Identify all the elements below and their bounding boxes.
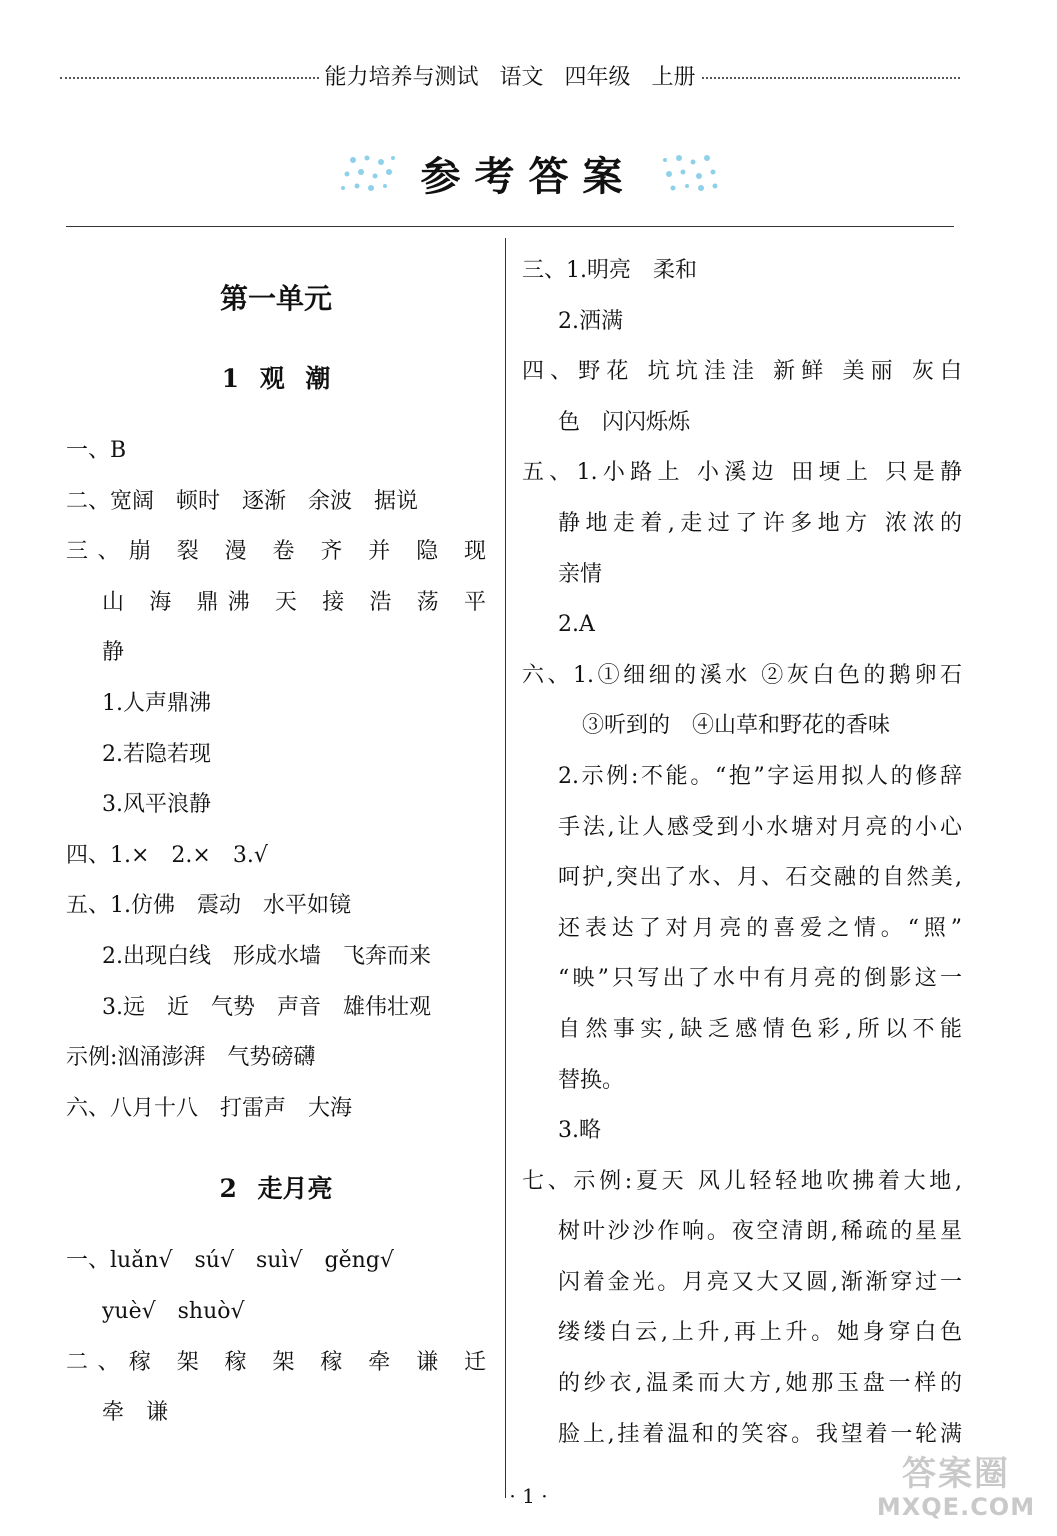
lesson-2-answers bbox=[66, 1236, 486, 1438]
answer-line: 牵 谦 bbox=[102, 1400, 169, 1426]
answer-line: 2.出现白线 形成水墙 飞奔而来 bbox=[102, 943, 431, 969]
header-title: 能力培养与测试 语文 四年级 上册 bbox=[324, 64, 696, 90]
lesson-1-answers bbox=[66, 426, 486, 1134]
column-divider bbox=[505, 238, 506, 1498]
unit-heading: 第一单元 bbox=[219, 282, 332, 315]
page-title: 参考答案 bbox=[420, 152, 637, 200]
answer-line: 三、崩 裂 漫 卷 齐 并 隐 现 bbox=[66, 539, 486, 565]
answer-line: 2.示例:不能。“抱”字运用拟人的修辞 bbox=[558, 763, 962, 789]
answer-line: 缕缕白云,上升,再上升。她身穿白色 bbox=[558, 1320, 962, 1346]
answer-line: 1.人声鼎沸 bbox=[102, 690, 211, 716]
answer-line: 闪着金光。月亮又大又圆,渐渐穿过一 bbox=[558, 1269, 962, 1295]
sparkle-decoration-left-icon bbox=[333, 150, 403, 196]
answer-line: 自然事实,缺乏感情色彩,所以不能 bbox=[558, 1016, 962, 1042]
answer-line: 四、野花 坑坑洼洼 新鲜 美丽 灰白 bbox=[522, 359, 962, 385]
answer-line: 七、示例:夏天 风儿轻轻地吹拂着大地, bbox=[522, 1168, 962, 1194]
answer-line: 静地走着,走过了许多地方 浓浓的 bbox=[558, 510, 962, 536]
page-number: · 1 · bbox=[509, 1484, 548, 1508]
answer-line: 示例:汹涌澎湃 气势磅礴 bbox=[66, 1045, 316, 1071]
title-divider bbox=[66, 226, 954, 227]
answer-line: ③听到的 ④山草和野花的香味 bbox=[582, 713, 891, 739]
left-column bbox=[66, 250, 486, 1439]
answer-line: 静 bbox=[102, 640, 125, 666]
watermark-logo bbox=[876, 1448, 1036, 1528]
answer-line: 二、稼 架 稼 架 稼 牵 谦 迁 bbox=[66, 1349, 486, 1375]
answer-line: 替换。 bbox=[558, 1067, 625, 1093]
answer-line: 六、八月十八 打雷声 大海 bbox=[66, 1095, 353, 1121]
answer-line: yuè√ shuò√ bbox=[102, 1298, 245, 1324]
answer-line: 手法,让人感受到小水塘对月亮的小心 bbox=[558, 814, 962, 840]
header-dotted-rule-right bbox=[702, 77, 961, 79]
answer-line: 树叶沙沙作响。夜空清朗,稀疏的星星 bbox=[558, 1219, 962, 1245]
sparkle-decoration-right-icon bbox=[655, 150, 725, 196]
answer-line: 一、B bbox=[66, 438, 127, 463]
answer-line: 脸上,挂着温和的笑容。我望着一轮满 bbox=[558, 1421, 962, 1447]
answer-line: 呵护,突出了水、月、石交融的自然美, bbox=[558, 865, 962, 891]
answer-line: 3.远 近 气势 声音 雄伟壮观 bbox=[102, 994, 431, 1020]
answer-line: 三、1.明亮 柔和 bbox=[522, 258, 697, 283]
lesson-heading-2: 2 走月亮 bbox=[219, 1174, 333, 1204]
answer-line: 二、宽阔 顿时 逐渐 余波 据说 bbox=[66, 488, 419, 514]
answer-line: 五、1.仿佛 震动 水平如镜 bbox=[66, 893, 351, 919]
answer-line: 2.A bbox=[558, 612, 595, 638]
answer-line: 2.洒满 bbox=[558, 308, 623, 334]
watermark-logo-text: 答案圈 bbox=[902, 1454, 1010, 1494]
answer-line: “映”只写出了水中有月亮的倒影这一 bbox=[558, 966, 962, 992]
header-dotted-rule-left bbox=[60, 77, 319, 79]
answer-line: 的纱衣,温柔而大方,她那玉盘一样的 bbox=[558, 1371, 962, 1397]
lesson-2-answers-continued bbox=[522, 246, 962, 1460]
watermark-url: MXQE.COM bbox=[876, 1493, 1036, 1521]
answer-line: 四、1.× 2.× 3.√ bbox=[66, 842, 268, 868]
answer-line: 一、luǎn√ sú√ suì√ gěng√ bbox=[66, 1248, 394, 1274]
answer-line: 六、1.①细细的溪水 ②灰白色的鹅卵石 bbox=[522, 662, 962, 688]
lesson-heading-1: 1 观 潮 bbox=[221, 364, 331, 393]
answer-line: 3.略 bbox=[558, 1118, 601, 1144]
answer-line: 3.风平浪静 bbox=[102, 792, 211, 818]
right-column bbox=[522, 246, 962, 1460]
answer-line: 山 海 鼎沸 天 接 浩 荡 平 bbox=[102, 589, 486, 615]
running-header bbox=[60, 58, 960, 92]
answer-line: 色 闪闪烁烁 bbox=[558, 409, 691, 435]
answer-line: 亲情 bbox=[558, 561, 603, 587]
answer-line: 2.若隐若现 bbox=[102, 741, 211, 767]
title-block bbox=[0, 138, 1057, 208]
answer-line: 还表达了对月亮的喜爱之情。“照” bbox=[558, 915, 962, 941]
answer-line: 五、1.小路上 小溪边 田埂上 只是静 bbox=[522, 460, 962, 486]
